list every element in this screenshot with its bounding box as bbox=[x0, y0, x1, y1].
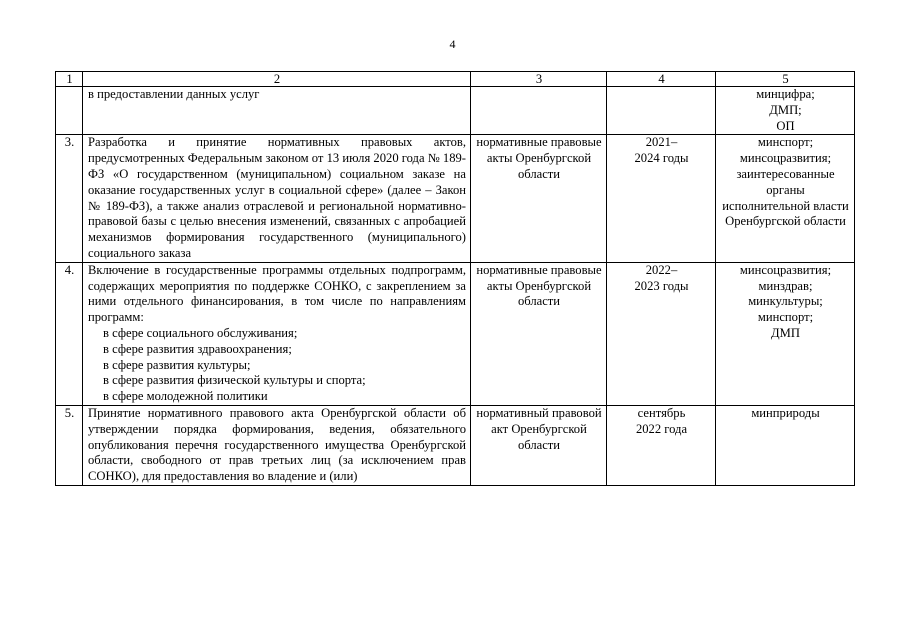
measure-text: Разработка и принятие нормативных правовых актов, предусмотренных Федеральным законом от 13 июля 2020 года № 189-ФЗ «О государственном (муниципальном) социальном заказе на оказание государственных услуг в социальной сфере» (далее – Закон № 189-ФЗ), а также анализ отраслевой и региональной нормативно-правовой базы с целью внесения изменений, связанных с апробацией механизмов формирования государственного (муниципального) социального заказа bbox=[83, 135, 471, 262]
row-number: 4. bbox=[56, 262, 83, 405]
deadline bbox=[607, 135, 716, 262]
executor-list: минцифра; ДМП; ОП bbox=[756, 87, 815, 133]
program-direction: в сфере развития физической культуры и спорта; bbox=[103, 373, 366, 388]
executors: минприроды bbox=[716, 405, 855, 485]
row-number bbox=[56, 87, 83, 135]
column-number-5: 5 bbox=[716, 72, 855, 87]
row-number: 5. bbox=[56, 405, 83, 485]
program-direction: в сфере молодежной политики bbox=[103, 389, 268, 404]
deadline bbox=[607, 87, 716, 135]
row-number: 3. bbox=[56, 135, 83, 262]
executors bbox=[716, 87, 855, 135]
table-row bbox=[56, 262, 855, 405]
column-number-4: 4 bbox=[607, 72, 716, 87]
program-direction: в сфере развития здравоохранения; bbox=[103, 341, 292, 356]
deadline bbox=[607, 262, 716, 405]
table-row bbox=[56, 135, 855, 262]
document-type: нормативные правовые акты Оренбургской области bbox=[471, 135, 607, 262]
measure-text: в предоставлении данных услуг bbox=[83, 87, 471, 135]
program-direction: в сфере развития культуры; bbox=[103, 357, 251, 372]
executor-list: минспорт; минсоцразвития; заинтересованные органы исполнительной власти Оренбургской области bbox=[722, 135, 849, 229]
column-number-3: 3 bbox=[471, 72, 607, 87]
deadline-text: сентябрь 2022 года bbox=[635, 405, 688, 436]
table-header-row bbox=[56, 72, 855, 87]
column-number-1: 1 bbox=[56, 72, 83, 87]
table-row bbox=[56, 87, 855, 135]
executors bbox=[716, 262, 855, 405]
document-type: нормативные правовые акты Оренбургской области bbox=[471, 262, 607, 405]
table-row bbox=[56, 405, 855, 485]
page-number: 4 bbox=[449, 37, 456, 51]
deadline bbox=[607, 405, 716, 485]
deadline-text: 2021– 2024 годы bbox=[634, 135, 689, 166]
document-type: нормативный правовой акт Оренбургской области bbox=[471, 405, 607, 485]
program-direction: в сфере социального обслуживания; bbox=[103, 325, 298, 340]
deadline-text: 2022– 2023 годы bbox=[634, 262, 689, 293]
plan-table bbox=[55, 71, 855, 486]
executors bbox=[716, 135, 855, 262]
document-type bbox=[471, 87, 607, 135]
executor-list: минсоцразвития; минздрав; минкультуры; минспорт; ДМП bbox=[739, 262, 832, 340]
measure-text: Принятие нормативного правового акта Оренбургской области об утверждении порядка формирования, ведения, обязательного опубликования перечня государственного имущества Оренбургской области, свободного от прав третьих лиц (за исключением прав СОНКО), для предоставления во владение и (или) bbox=[83, 405, 471, 485]
column-number-2: 2 bbox=[83, 72, 471, 87]
measure-intro: Включение в государственные программы отдельных подпрограмм, содержащих мероприятия по поддержке СОНКО, с закреплением за ними отдельного финансирования, в том числе по направлениям программ: bbox=[88, 262, 466, 325]
measure-text bbox=[83, 262, 471, 405]
